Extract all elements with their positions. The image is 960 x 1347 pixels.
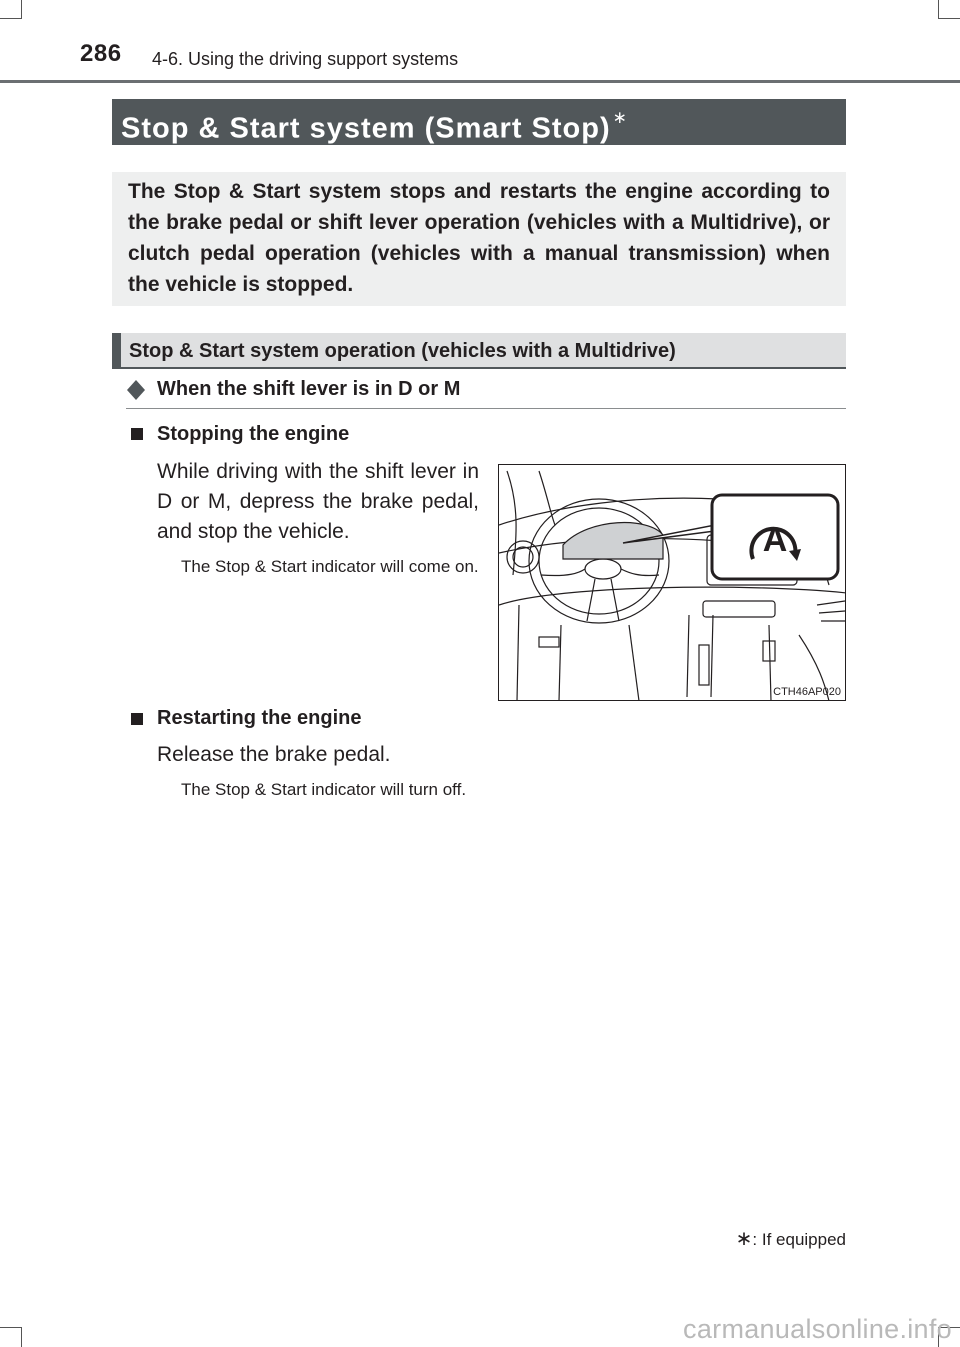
page-title (112, 99, 846, 145)
stopping-note: The Stop & Start indicator will come on. (181, 557, 479, 576)
crop-mark (0, 18, 22, 19)
crop-mark (938, 0, 939, 19)
subsection-heading: Stop & Start system operation (vehicles with a Multidrive) (112, 333, 846, 367)
crop-mark (21, 1327, 22, 1347)
watermark: carmanualsonline.info (683, 1314, 952, 1344)
footnote-text: : If equipped (752, 1230, 846, 1249)
intro-text: The Stop & Start system stops and restarts the engine according to the brake pedal or shift lever operation (vehicles with a Multidrive), or clutch pedal operation (vehicles with a manual transmission) when the vehicle is stopped. (128, 180, 830, 296)
if-equipped-mark: ∗ (612, 108, 628, 127)
page-title-text: Stop & Start system (Smart Stop) (121, 112, 611, 145)
stopping-heading: Stopping the engine (157, 423, 350, 445)
restarting-note: The Stop & Start indicator will turn off. (181, 780, 467, 799)
header-rule (0, 80, 960, 83)
subsection-rule (112, 367, 846, 369)
diamond-bullet-icon (126, 379, 146, 401)
footnote-mark: ∗ (735, 1228, 753, 1250)
crop-mark (938, 18, 960, 19)
dashboard-drawing (499, 465, 846, 701)
callout-letter: A (762, 521, 788, 559)
restarting-instruction: Release the brake pedal. (157, 743, 391, 766)
condition-rule (126, 408, 846, 409)
stopping-instruction: While driving with the shift lever in D or M, depress the brake pedal, and stop the vehicle. (157, 460, 479, 543)
crop-mark (0, 1327, 22, 1328)
square-bullet-icon (131, 713, 143, 725)
crop-mark (21, 0, 22, 19)
dashboard-illustration (498, 464, 846, 701)
page-number: 286 (80, 40, 122, 67)
section-title: 4-6. Using the driving support systems (152, 49, 459, 69)
illustration-code: CTH46AP020 (773, 686, 841, 698)
footnote (736, 1226, 846, 1251)
square-bullet-icon (131, 428, 143, 440)
intro-box (112, 172, 846, 306)
restarting-heading: Restarting the engine (157, 707, 362, 729)
condition-heading: When the shift lever is in D or M (157, 378, 461, 400)
